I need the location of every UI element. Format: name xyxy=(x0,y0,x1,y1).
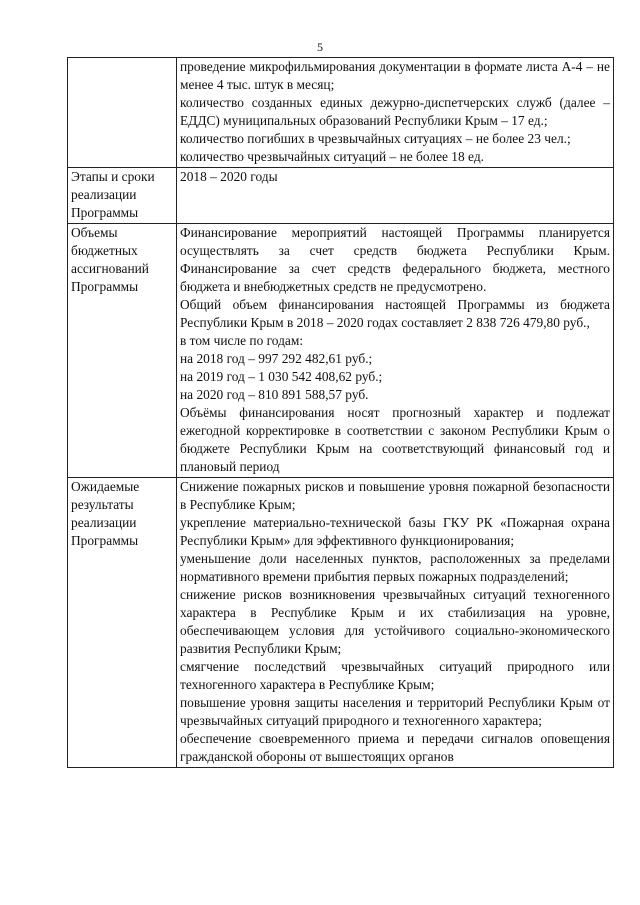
row-content xyxy=(177,58,614,168)
content-line: количество созданных единых дежурно-диспетчерских служб (далее – ЕДДС) муниципальных образований Республики Крым – 17 ед.; xyxy=(180,95,610,128)
content-line: уменьшение доли населенных пунктов, расположенных за пределами нормативного времени прибытия первых пожарных подразделений; xyxy=(180,551,610,584)
content-line: на 2020 год – 810 891 588,57 руб. xyxy=(180,387,369,402)
content-line: количество чрезвычайных ситуаций – не более 18 ед. xyxy=(180,149,484,164)
content-line: Снижение пожарных рисков и повышение уровня пожарной безопасности в Республике Крым; xyxy=(180,479,610,512)
row-label xyxy=(68,168,177,224)
row-content xyxy=(177,168,614,224)
row-label-text: Ожидаемые результаты реализации Программы xyxy=(71,479,140,548)
table-row xyxy=(68,224,614,478)
content-line: снижение рисков возникновения чрезвычайных ситуаций техногенного характера в Республике Крым и их стабилизация на уровне, обеспечивающем условия для устойчивого социально-экономического развития Республики Крым; xyxy=(180,587,610,656)
content-line: повышение уровня защиты населения и территорий Республики Крым от чрезвычайных ситуаций природного и техногенного характера; xyxy=(180,695,610,728)
table-row xyxy=(68,168,614,224)
content-line: обеспечение своевременного приема и передачи сигналов оповещения гражданской обороны от вышестоящих органов xyxy=(180,731,610,764)
content-line: Финансирование мероприятий настоящей Программы планируется осуществлять за счет средств бюджета Республики Крым. Финансирование за счет средств федерального бюджета, местного бюджета и внебюджетных средств не предусмотрено. xyxy=(180,225,610,294)
row-label-text: Этапы и сроки реализации Программы xyxy=(71,169,155,220)
row-label xyxy=(68,224,177,478)
content-line: на 2019 год – 1 030 542 408,62 руб.; xyxy=(180,369,383,384)
content-line: в том числе по годам: xyxy=(180,333,304,348)
content-line: укрепление материально-технической базы ГКУ РК «Пожарная охрана Республики Крым» для эффективного функционирования; xyxy=(180,515,610,548)
page-number: 5 xyxy=(317,40,323,54)
table-row xyxy=(68,478,614,768)
row-label-text: Объемы бюджетных ассигнований Программы xyxy=(71,225,149,294)
content-line: Объёмы финансирования носят прогнозный характер и подлежат ежегодной корректировке в соответствии с законом Республики Крым о бюджете Республики Крым на соответствующий финансовый год и плановый период xyxy=(180,405,610,474)
content-line: на 2018 год – 997 292 482,61 руб.; xyxy=(180,351,373,366)
content-line: количество погибших в чрезвычайных ситуациях – не более 23 чел.; xyxy=(180,131,571,146)
program-passport-table xyxy=(67,57,614,768)
row-label xyxy=(68,58,177,168)
table-row xyxy=(68,58,614,168)
row-content xyxy=(177,224,614,478)
content-line: проведение микрофильмирования документации в формате листа А-4 – не менее 4 тыс. штук в месяц; xyxy=(180,59,610,92)
row-label xyxy=(68,478,177,768)
content-line: Общий объем финансирования настоящей Программы из бюджета Республики Крым в 2018 – 2020 годах составляет 2 838 726 479,80 руб., xyxy=(180,297,610,330)
content-line: смягчение последствий чрезвычайных ситуаций природного или техногенного характера в Республике Крым; xyxy=(180,659,610,692)
row-content xyxy=(177,478,614,768)
content-line: 2018 – 2020 годы xyxy=(180,169,278,184)
